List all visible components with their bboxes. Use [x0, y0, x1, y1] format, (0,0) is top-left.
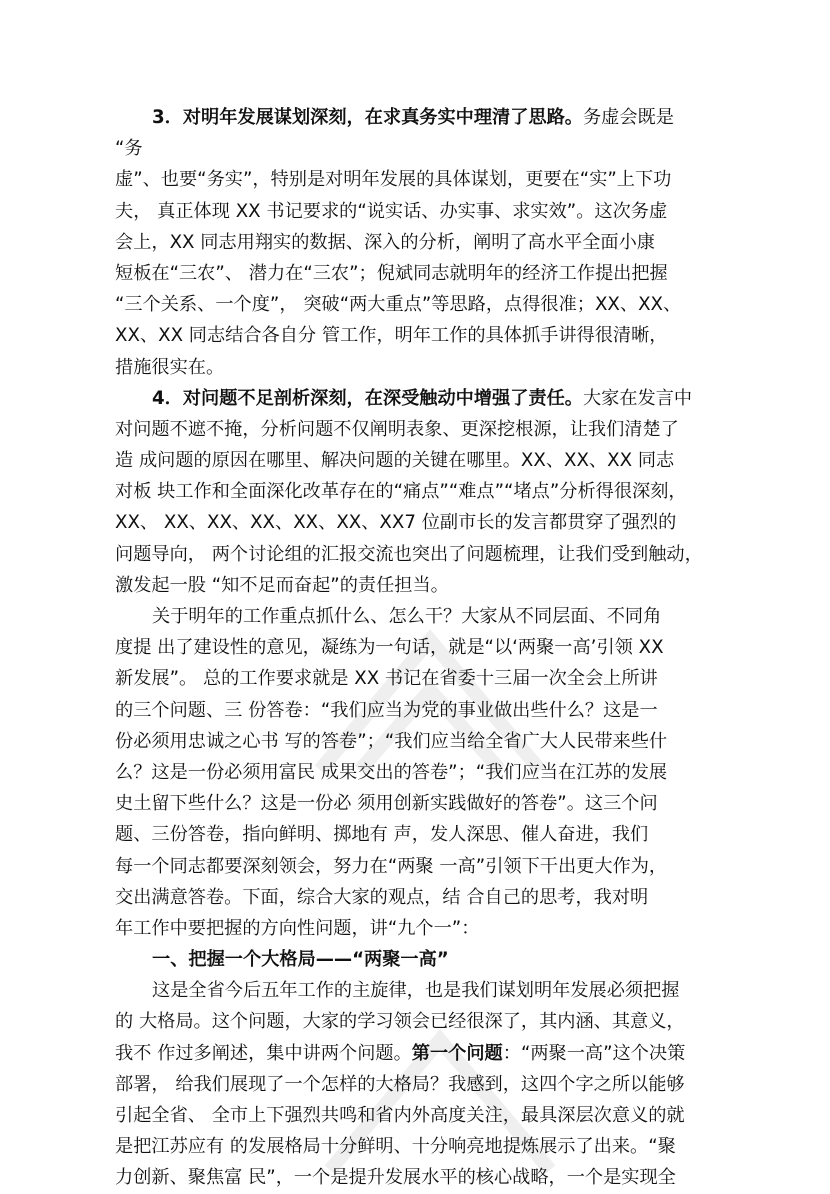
document-body [115, 102, 755, 1194]
text-line [115, 726, 755, 757]
text-line [115, 539, 755, 570]
text-line [115, 757, 755, 788]
bold-heading: 4．对问题不足剖析深刻，在深受触动中增强了责任。 [152, 387, 583, 409]
line-text: 会上，XX 同志用翔实的数据、深入的分析，阐明了高水平全面小康 [115, 231, 655, 253]
line-text: “三个关系、一个度”， 突破“两大重点”等思路，点得很准；XX、XX、 [115, 294, 682, 316]
text-line [115, 1131, 755, 1162]
line-text: 短板在“三农”、 潜力在“三农”；倪斌同志就明年的经济工作提出把握 [115, 262, 668, 284]
line-text: 虚”、也要“务实”，特别是对明年发展的具体谋划，更要在“实”上下功 [115, 169, 672, 191]
text-line [115, 414, 755, 445]
line-text: 激发起一股 “知不足而奋起”的责任担当。 [115, 574, 449, 596]
text-line [115, 227, 755, 258]
line-text: 对板 块工作和全面深化改革存在的“痛点”“难点”“堵点”分析得很深刻， [115, 481, 687, 503]
line-text: 力创新、聚焦富 民”，一个是提升发展水平的核心战略，一个是实现全 [115, 1167, 676, 1189]
text-line [115, 164, 755, 195]
text-line [115, 258, 755, 289]
line-text: 的三个问题、三 份答卷：“我们应当为党的事业做出些什么？这是一 [115, 699, 658, 721]
text-line [115, 102, 755, 133]
text-line [115, 570, 755, 601]
line-text: 对问题不遮不掩，分析问题不仅阐明表象、更深挖根源，让我们清楚了 [115, 418, 679, 440]
line-text: 务虚会既是 [582, 107, 674, 128]
line-text: 是把江苏应有 的发展格局十分鲜明、十分响亮地提炼展示了出来。“聚 [115, 1136, 676, 1158]
bold-phrase: 第一个问题 [411, 1042, 503, 1064]
text-line [115, 1100, 755, 1131]
text-line [115, 352, 755, 383]
text-line [115, 695, 755, 726]
line-text: 这是全省今后五年工作的主旋律，也是我们谋划明年发展必须把握 [152, 980, 680, 1002]
text-line [115, 196, 755, 227]
line-text: 夫， 真正体现 XX 书记要求的“说实话、办实事、求实效”。这次务虚 [115, 200, 668, 222]
line-text: 史土留下些什么？这是一份必 须用创新实践做好的答卷”。这三个问 [115, 793, 658, 815]
text-line [115, 788, 755, 819]
line-text: 么？这是一份必须用富民 成果交出的答卷”；“我们应当在江苏的发展 [115, 761, 668, 783]
line-text: 问题导向， 两个讨论组的汇报交流也突出了问题梳理，让我们受到触动， [115, 543, 703, 565]
bold-heading: 3．对明年发展谋划深刻，在求真务实中理清了思路。 [152, 107, 583, 128]
text-line [115, 133, 755, 164]
text-line [115, 507, 755, 538]
bold-heading: 一、把握一个大格局——“两聚一高” [152, 949, 449, 971]
text-line [115, 289, 755, 320]
text-line [115, 913, 755, 944]
text-line [115, 975, 755, 1006]
text-line [115, 851, 755, 882]
line-text: 我不 作过多阐述，集中讲两个问题。 [115, 1042, 412, 1064]
line-text: ：“两聚一高”这个决策 [502, 1042, 686, 1064]
line-text: 年工作中要把握的方向性问题，讲“九个一”： [115, 917, 480, 939]
line-text: 新发展”。 总的工作要求就是 XX 书记在省委十三届一次全会上所讲 [115, 668, 658, 690]
text-line [115, 1069, 755, 1100]
line-text: 每一个同志都要深刻领会，努力在“两聚 一高”引领下干出更大作为， [115, 855, 668, 877]
line-text: XX、 XX、XX、XX、XX、XX、XX7 位副市长的发言都贯穿了强烈的 [115, 512, 677, 534]
line-text: XX、XX 同志结合各自分 管工作，明年工作的具体抓手讲得很清晰， [115, 325, 668, 347]
line-text: 度提 出了建设性的意见，凝练为一句话，就是“以‘两聚一高’引领 XX [115, 637, 664, 659]
text-line [115, 476, 755, 507]
line-text: 关于明年的工作重点抓什么、怎么干？大家从不同层面、不同角 [152, 606, 662, 627]
text-line [115, 663, 755, 694]
text-line [115, 1162, 755, 1193]
text-line [115, 819, 755, 850]
line-text: 引起全省、 全市上下强烈共鸣和省内外高度关注，最具深层次意义的就 [115, 1105, 685, 1126]
text-line [115, 383, 755, 414]
text-line [115, 320, 755, 351]
line-text: 大家在发言中 [582, 387, 693, 409]
text-line [115, 1006, 755, 1037]
text-line [115, 601, 755, 632]
text-line [115, 944, 755, 975]
line-text: 的 大格局。这个问题，大家的学习领会已经很深了，其内涵、其意义， [115, 1011, 685, 1033]
text-line [115, 1038, 755, 1069]
text-line [115, 632, 755, 663]
line-text: 交出满意答卷。下面，综合大家的观点，结 合自己的思考，我对明 [115, 886, 649, 908]
text-line [115, 445, 755, 476]
line-text: 份必须用忠诚之心书 写的答卷”；“我们应当给全省广大人民带来些什 [115, 730, 668, 752]
line-text: “务 [115, 138, 143, 160]
line-text: 造 成问题的原因在哪里、解决问题的关键在哪里。XX、XX、XX 同志 [115, 450, 675, 472]
line-text: 措施很实在。 [115, 356, 225, 378]
text-line [115, 882, 755, 913]
line-text: 题、三份答卷，指向鲜明、掷地有 声，发人深思、催人奋进，我们 [115, 824, 649, 846]
line-text: 部署， 给我们展现了一个怎样的大格局？我感到，这四个字之所以能够 [115, 1073, 685, 1095]
